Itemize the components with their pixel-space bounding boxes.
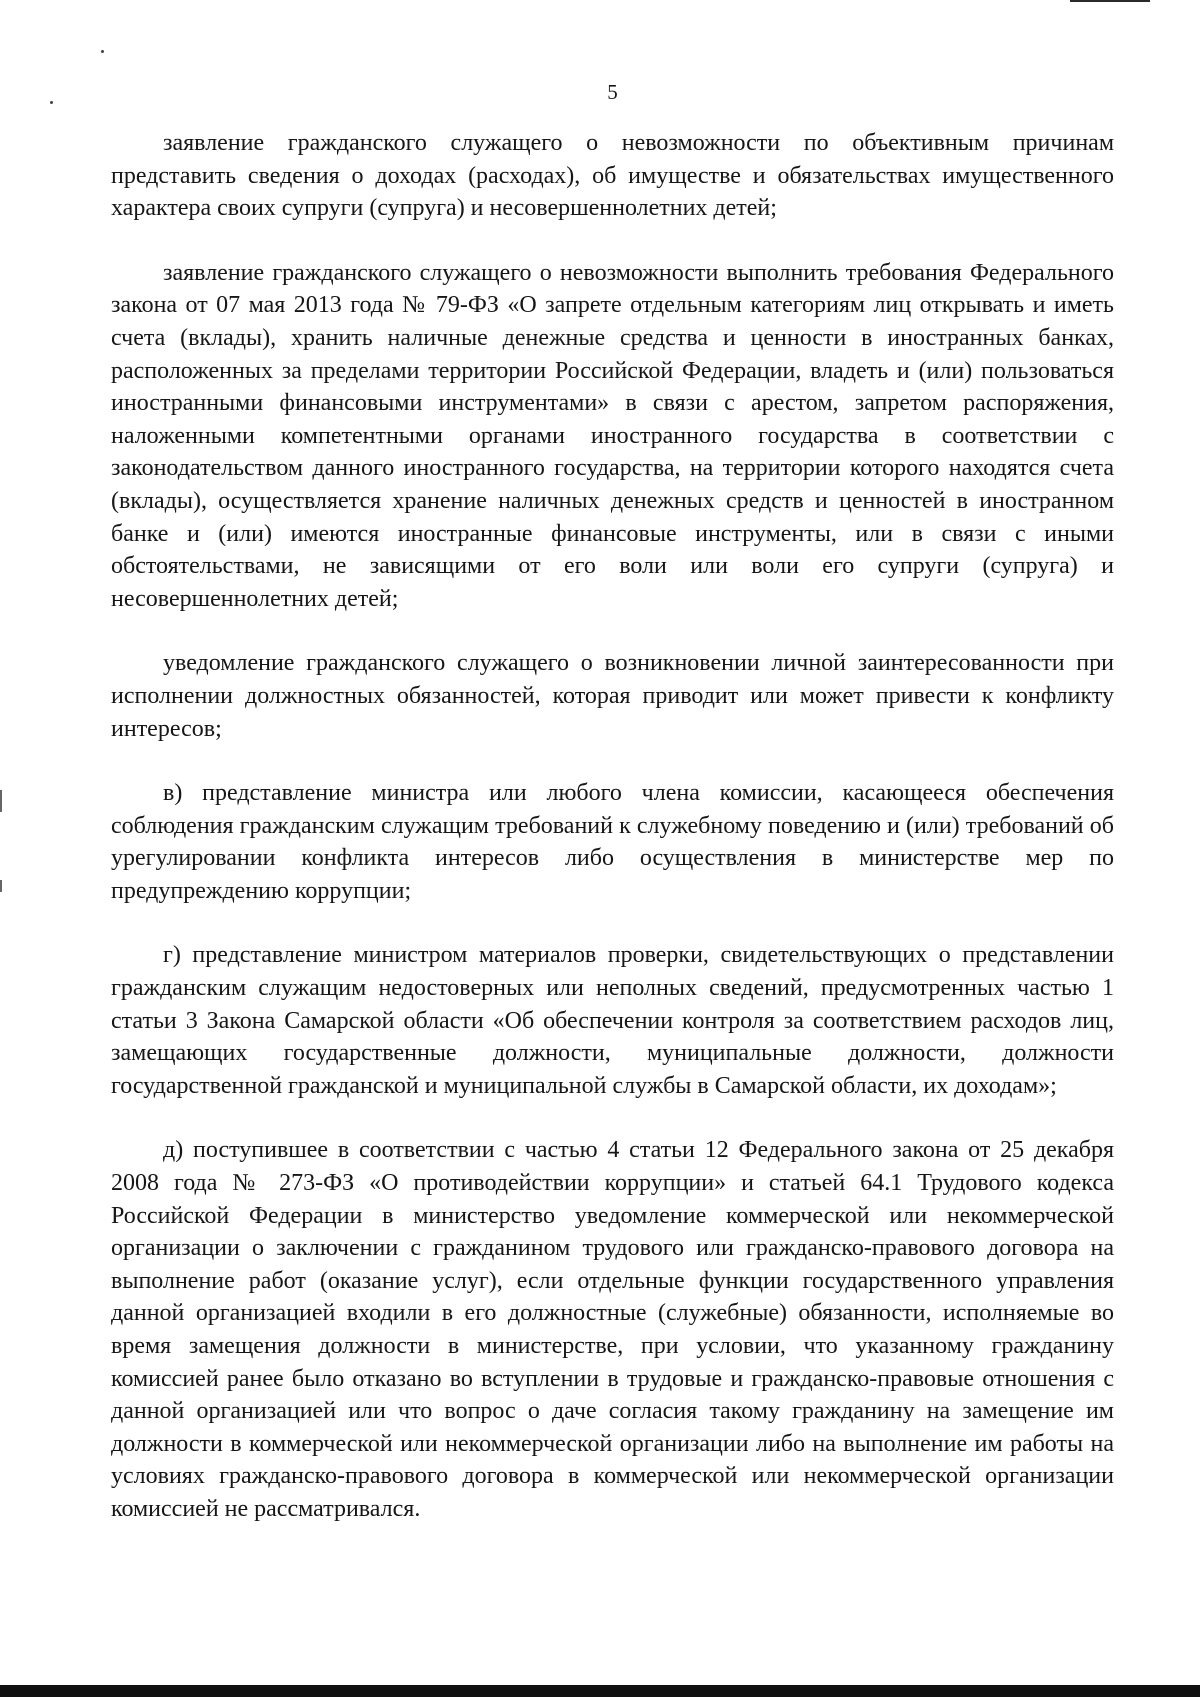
paragraph-statement-income: заявление гражданского служащего о невозможности по объективным причинам представить сведения о доходах (расходах), об имуществе и обязательствах имущественного характера своих супруги (супруга) и несовершеннолетних детей;: [111, 130, 1114, 222]
paragraph-notice-conflict: уведомление гражданского служащего о возникновении личной заинтересованности при исполнении должностных обязанностей, которая приводит или может привести к конфликту интересов;: [111, 650, 1114, 742]
scan-edge-mark: [0, 880, 2, 892]
scan-bottom-edge: [0, 1685, 1200, 1697]
scan-edge-line: [1070, 0, 1150, 2]
paragraph-item-d: д) поступившее в соответствии с частью 4 статьи 12 Федерального закона от 25 декабря 2008 года № 273-ФЗ «О противодействии коррупции» и статьей 64.1 Трудового кодекса Российской Федерации в министерство уведомление коммерческой или некоммерческой организации о заключении с гражданином трудового или гражданско-правового договора на выполнение работ (оказание услуг), если отдельные функции государственного управления данной организацией входили в его должностные (служебные) обязанности, исполняемые во время замещения должности в министерстве, при условии, что указанному гражданину комиссией ранее было отказано во вступлении в трудовые и гражданско-правовые отношения с данной организацией или что вопрос о даче согласия такому гражданину на замещение им должности в коммерческой или некоммерческой организации либо на выполнение им работы на условиях гражданско-правового договора в коммерческой или некоммерческой организации комиссией не рассматривался.: [111, 1137, 1114, 1522]
document-body: [111, 127, 1114, 1526]
paragraph-item-v: в) представление министра или любого члена комиссии, касающееся обеспечения соблюдения гражданским служащим требований к служебному поведению и (или) требований об урегулировании конфликта интересов либо осуществления в министерстве мер по предупреждению коррупции;: [111, 780, 1114, 904]
page-number: 5: [607, 80, 618, 104]
paragraph-statement-foreign-accounts: заявление гражданского служащего о невозможности выполнить требования Федерального закона от 07 мая 2013 года № 79-ФЗ «О запрете отдельным категориям лиц открывать и иметь счета (вклады), хранить наличные денежные средства и ценности в иностранных банках, расположенных за пределами территории Российской Федерации, владеть и (или) пользоваться иностранными финансовыми инструментами» в связи с арестом, запретом распоряжения, наложенными компетентными органами иностранного государства в соответствии с законодательством данного иностранного государства, на территории которого находятся счета (вклады), осуществляется хранение наличных денежных средств и ценностей в иностранном банке и (или) имеются иностранные финансовые инструменты, или в связи с иными обстоятельствами, не зависящими от его воли или воли его супруги (супруга) и несовершеннолетних детей;: [111, 259, 1114, 612]
scan-speck: [101, 50, 104, 53]
scan-edge-mark: [0, 790, 2, 812]
paragraph-item-g: г) представление министром материалов проверки, свидетельствующих о представлении гражданским служащим недостоверных или неполных сведений, предусмотренных частью 1 статьи 3 Закона Самарской области «Об обеспечении контроля за соответствием расходов лиц, замещающих государственные должности, муниципальные должности, должности государственной гражданской и муниципальной службы в Самарской области, их доходам»;: [111, 942, 1114, 1099]
